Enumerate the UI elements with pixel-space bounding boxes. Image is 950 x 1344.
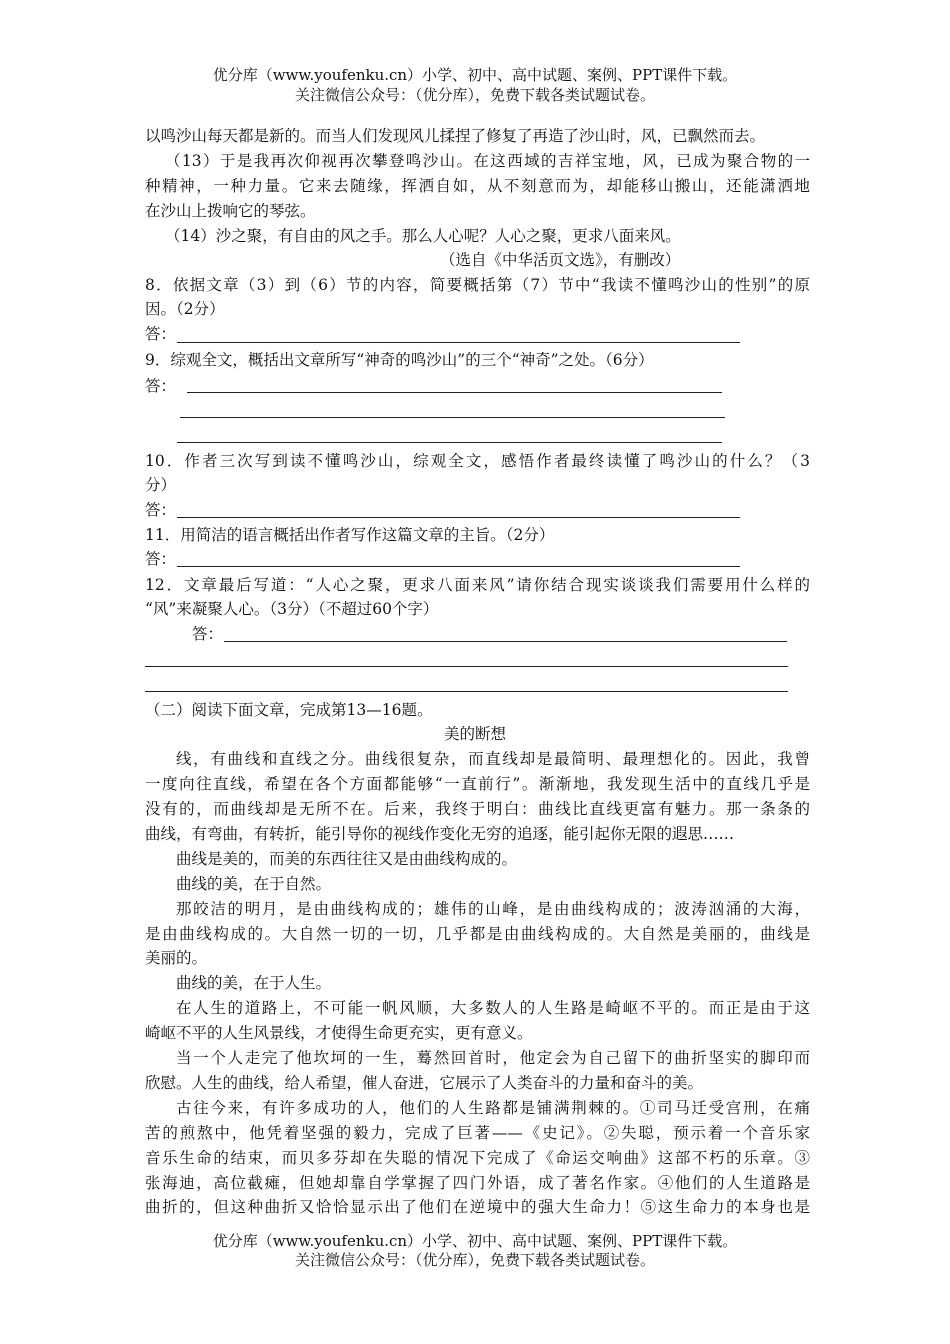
- answer-line-q11[interactable]: [177, 566, 740, 567]
- article-line: 苦的煎熬中，他凭着坚强的毅力，完成了巨著——《史记》。②失聪，预示着一个音乐家: [145, 1124, 810, 1142]
- answer-label: 答：: [145, 377, 177, 395]
- footer-line-2: 关注微信公众号：（优分库），免费下载各类试题试卷。: [294, 1251, 655, 1269]
- article-line: 曲线，有弯曲，有转折，能引导你的视线作变化无穷的追逐，能引起你无限的遐思……: [145, 825, 735, 843]
- answer-line-q9-2[interactable]: [180, 417, 725, 418]
- question-9: 9．综观全文，概括出文章所写“神奇的鸣沙山”的三个“神奇”之处。（6分）: [145, 351, 654, 369]
- question-12-cont: “风”来凝聚人心。（3分）（不超过60个字）: [145, 600, 439, 618]
- article-line: 美丽的。: [145, 949, 208, 967]
- answer-line-q10[interactable]: [177, 517, 740, 518]
- article-line: 线，有曲线和直线之分。曲线很复杂，而直线却是最简明、最理想化的。因此，我曾: [176, 750, 810, 768]
- answer-line-q8[interactable]: [177, 342, 740, 343]
- footer-line-1: 优分库（www.youfenku.cn）小学、初中、高中试题、案例、PPT课件下载。: [212, 1232, 738, 1250]
- header-line-1: 优分库（www.youfenku.cn）小学、初中、高中试题、案例、PPT课件下载。: [212, 66, 738, 84]
- article-line: 没有的，而曲线却是无所不在。后来，我终于明白：曲线比直线更富有魅力。那一条条的: [145, 800, 810, 818]
- question-12: 12．文章最后写道：“人心之聚，更求八面来风”请你结合现实谈谈我们需要用什么样的: [145, 576, 810, 594]
- answer-line-q12-1[interactable]: [224, 641, 787, 642]
- article-line: 崎岖不平的人生风景线，才使得生命更充实，更有意义。: [145, 1024, 533, 1042]
- passage-line: 在沙山上拨响它的琴弦。: [145, 202, 316, 220]
- article-line: 曲线是美的，而美的东西往往又是由曲线构成的。: [176, 850, 518, 868]
- answer-line-q12-3[interactable]: [145, 691, 788, 692]
- article-line: 那皎洁的明月，是由曲线构成的；雄伟的山峰，是由曲线构成的；波涛汹涌的大海，: [176, 900, 810, 918]
- passage-line: （13）于是我再次仰视再次攀登鸣沙山。在这西域的吉祥宝地，风，已成为聚合物的一: [165, 152, 810, 170]
- answer-label: 答：: [192, 625, 224, 643]
- answer-line-q12-2[interactable]: [145, 666, 788, 667]
- passage-line: 以鸣沙山每天都是新的。而当人们发现风儿揉捏了修复了再造了沙山时，风，已飘然而去。: [145, 127, 766, 145]
- article-line: 是由曲线构成的。大自然一切的一切，几乎都是由曲线构成的。大自然是美丽的，曲线是: [145, 925, 810, 943]
- answer-line-q9-3[interactable]: [177, 442, 722, 443]
- answer-label: 答：: [145, 325, 177, 343]
- article-line: 曲折的，但这种曲折又恰恰显示出了他们在逆境中的强大生命力！⑤这生命力的本身也是: [145, 1198, 810, 1216]
- article-line: 曲线的美，在于自然。: [176, 875, 332, 893]
- passage-line: （14）沙之聚，有自由的风之手。那么人心呢？人心之聚，更求八面来风。: [165, 227, 681, 245]
- article-line: 曲线的美，在于人生。: [176, 974, 332, 992]
- question-10-cont: 分）: [145, 476, 177, 494]
- article-line: 当一个人走完了他坎坷的一生，蓦然回首时，他定会为自己留下的曲折坚实的脚印而: [176, 1049, 810, 1067]
- source-citation: （选自《中华活页文选》，有删改）: [440, 251, 681, 269]
- header-line-2: 关注微信公众号：（优分库），免费下载各类试题试卷。: [294, 86, 655, 104]
- passage-line: 种精神，一种力量。它来去随缘，挥洒自如，从不刻意而为，却能移山搬山，还能潇洒地: [145, 177, 810, 195]
- answer-line-q9-1[interactable]: [187, 392, 722, 393]
- question-10: 10．作者三次写到读不懂鸣沙山，综观全文，感悟作者最终读懂了鸣沙山的什么？（3: [145, 452, 810, 470]
- article-line: 欣慰。人生的曲线，给人希望，催人奋进，它展示了人类奋斗的力量和奋斗的美。: [145, 1074, 704, 1092]
- article-line: 张海迪，高位截瘫，但她却靠自学掌握了四门外语，成了著名作家。④他们的人生道路是: [145, 1174, 810, 1192]
- article-line: 一度向往直线，希望在各个方面都能够“一直前行”。渐渐地，我发现生活中的直线几乎是: [145, 775, 810, 793]
- article-title: 美的断想: [443, 725, 506, 743]
- question-8: 8．依据文章（3）到（6）节的内容，简要概括第（7）节中“我读不懂鸣沙山的性别”的原: [145, 276, 810, 294]
- article-line: 古往今来，有许多成功的人，他们的人生路都是铺满荆棘的。①司马迁受宫刑，在痛: [176, 1099, 810, 1117]
- article-line: 音乐生命的结束，而贝多芬却在失聪的情况下完成了《命运交响曲》这部不朽的乐章。③: [145, 1149, 810, 1167]
- article-line: 在人生的道路上，不可能一帆风顺，大多数人的人生路是崎岖不平的。而正是由于这: [176, 999, 810, 1017]
- answer-label: 答：: [145, 550, 177, 568]
- answer-label: 答：: [145, 501, 177, 519]
- question-11: 11．用简洁的语言概括出作者写作这篇文章的主旨。（2分）: [145, 526, 555, 544]
- question-8-cont: 因。（2分）: [145, 300, 225, 318]
- section-2-intro: （二）阅读下面文章，完成第13—16题。: [145, 701, 433, 719]
